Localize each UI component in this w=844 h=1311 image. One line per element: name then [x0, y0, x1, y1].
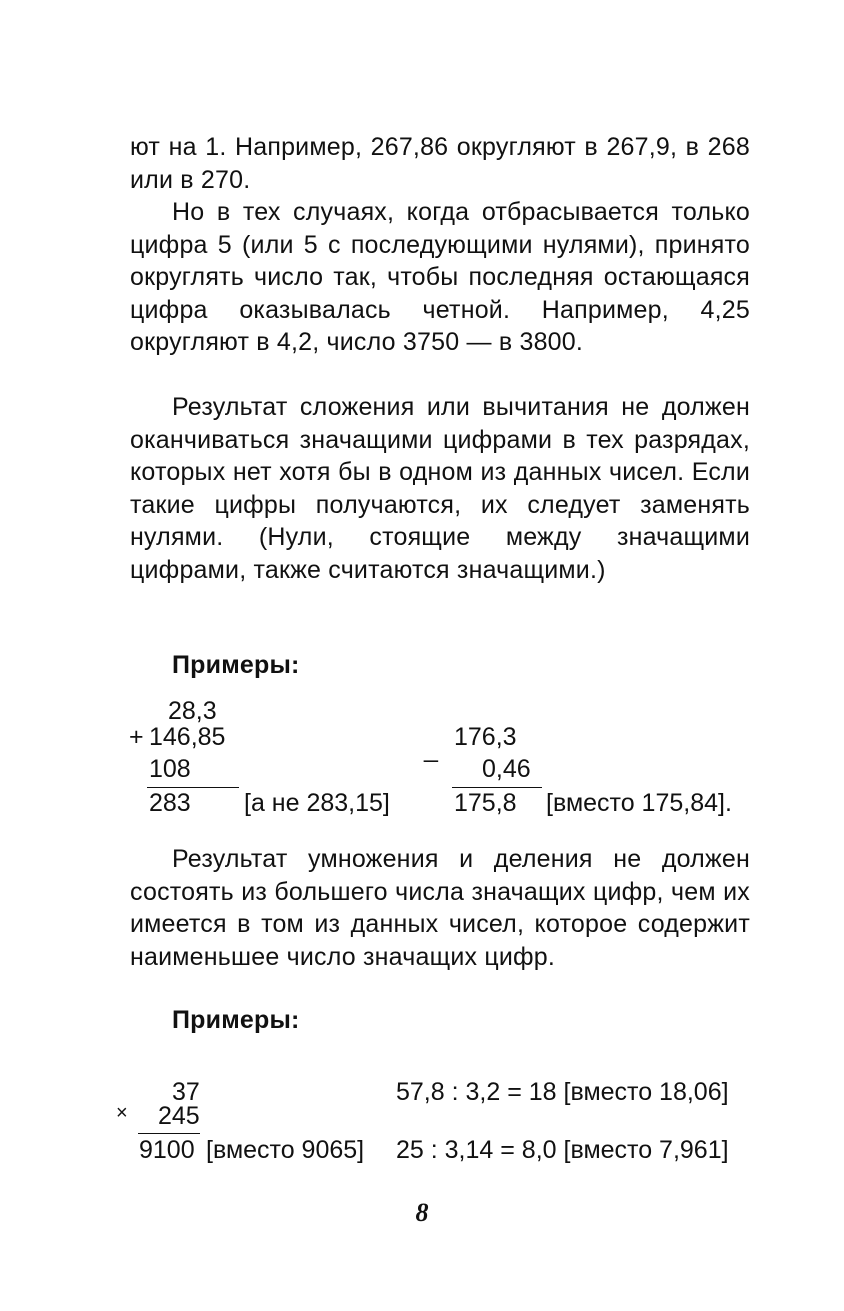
examples-heading-2: Примеры: [172, 1006, 300, 1034]
addition-operand-3: 108 [149, 755, 191, 783]
minus-sign: _ [424, 735, 438, 763]
multiply-sign: × [116, 1102, 128, 1124]
addition-result: 283 [149, 789, 191, 817]
paragraph-multiplication-rule: Результат умножения и деления не должен состоять из большего числа значащих цифр, чем их имеется в том из данных чисел, которое содержит наименьшее число значащих цифр. [130, 845, 750, 971]
paragraph-rounding-continued: ют на 1. Например, 267,86 округляют в 267,9, в 268 или в 270. [130, 133, 750, 194]
addition-operand-2: 146,85 [149, 723, 226, 751]
paragraph-rounding-five: Но в тех случаях, когда отбрасывается только цифра 5 (или 5 с последующими нулями), принято округлять число так, чтобы последняя остающаяся цифра оказывалась четной. Например, 4,25 округляют в 4,2, число 3750 — в 3800. [130, 198, 750, 356]
multiplication-product-line [138, 1133, 200, 1134]
multiplication-operand-1: 37 [172, 1078, 200, 1106]
addition-note: [а не 283,15] [244, 789, 390, 817]
plus-sign: + [129, 723, 144, 751]
page-number: 8 [415, 1198, 429, 1227]
division-example-1: 57,8 : 3,2 = 18 [вместо 18,06] [396, 1078, 729, 1106]
division-example-2: 25 : 3,14 = 8,0 [вместо 7,961] [396, 1136, 729, 1164]
multiplication-note: [вместо 9065] [206, 1136, 365, 1164]
subtraction-result: 175,8 [454, 789, 517, 817]
subtraction-operand-2: 0,46 [482, 755, 531, 783]
multiplication-result: 9100 [139, 1136, 195, 1164]
paragraph-addition-rule: Результат сложения или вычитания не должен оканчиваться значащими цифрами в тех разрядах, которых нет хотя бы в одном из данных чисел. Если такие цифры получаются, их следует заменять нулями. (Нули, стоящие между значащими цифрами, также считаются значащими.) [130, 393, 750, 584]
addition-operand-1: 28,3 [168, 697, 217, 725]
examples-heading-1: Примеры: [172, 651, 300, 679]
multiplication-operand-2: 245 [158, 1102, 200, 1130]
subtraction-note: [вместо 175,84]. [546, 789, 732, 817]
subtraction-operand-1: 176,3 [454, 723, 517, 751]
